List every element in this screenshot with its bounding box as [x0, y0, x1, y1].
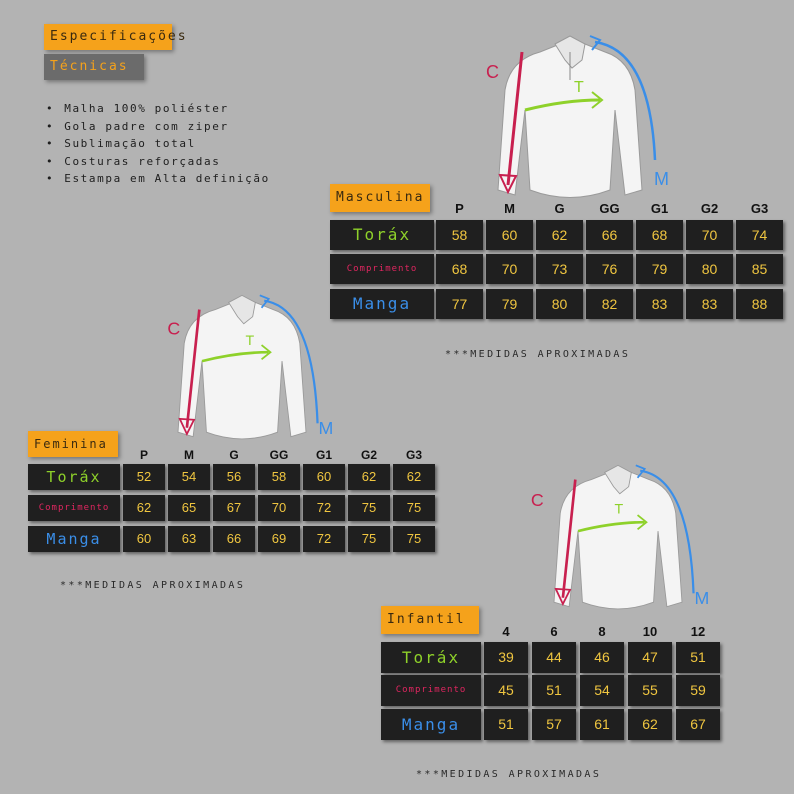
size-header: G3 — [750, 201, 769, 216]
value-cell: 58 — [436, 220, 483, 250]
size-header: G1 — [650, 201, 669, 216]
value-cell: 68 — [636, 220, 683, 250]
value-cell: 52 — [123, 464, 165, 490]
row-label-manga: Manga — [28, 526, 120, 552]
value-cell: 51 — [676, 642, 720, 673]
size-header: 8 — [598, 624, 606, 639]
value-cell: 51 — [484, 709, 528, 740]
size-header: G3 — [405, 448, 422, 462]
value-cell: 85 — [736, 254, 783, 284]
value-cell: 62 — [348, 464, 390, 490]
size-header: GG — [599, 201, 620, 216]
value-cell: 51 — [532, 675, 576, 706]
label-t: T — [614, 501, 624, 518]
row-label-comprimento: Comprimento — [381, 675, 481, 706]
size-header: M — [184, 448, 194, 462]
value-cell: 82 — [586, 289, 633, 319]
row-label-torax: Toráx — [330, 220, 434, 250]
row-label-manga: Manga — [381, 709, 481, 740]
value-cell: 79 — [636, 254, 683, 284]
value-cell: 60 — [123, 526, 165, 552]
row-label-torax: Toráx — [28, 464, 120, 490]
value-cell: 74 — [736, 220, 783, 250]
value-cell: 73 — [536, 254, 583, 284]
size-header: GG — [269, 448, 289, 462]
label-c: C — [486, 62, 499, 82]
value-cell: 75 — [393, 526, 435, 552]
value-cell: 70 — [258, 495, 300, 521]
value-cell: 77 — [436, 289, 483, 319]
value-cell: 83 — [686, 289, 733, 319]
value-cell: 69 — [258, 526, 300, 552]
size-header: G1 — [315, 448, 332, 462]
value-cell: 80 — [536, 289, 583, 319]
value-cell: 67 — [676, 709, 720, 740]
specs-item: • Gola padre com ziper — [46, 118, 270, 136]
value-cell: 66 — [586, 220, 633, 250]
infantil-title: Infantil — [381, 606, 479, 634]
specs-title-line1: Especificações — [50, 29, 188, 44]
shirt-feminina-illustration — [152, 290, 332, 450]
value-cell: 63 — [168, 526, 210, 552]
feminina-title: Feminina — [28, 431, 118, 457]
note-infantil: ***MEDIDAS APROXIMADAS — [416, 769, 602, 780]
specs-item: • Malha 100% poliéster — [46, 100, 270, 118]
shirt-shape — [554, 465, 682, 609]
size-header: G2 — [360, 448, 377, 462]
specs-title-bar — [44, 24, 188, 50]
label-m: M — [654, 169, 669, 189]
value-cell: 83 — [636, 289, 683, 319]
value-cell: 58 — [258, 464, 300, 490]
shirt-masculina-illustration — [470, 30, 670, 210]
value-cell: 88 — [736, 289, 783, 319]
shirt-shape — [178, 295, 306, 439]
value-cell: 61 — [580, 709, 624, 740]
size-header: 6 — [550, 624, 558, 639]
size-header: G — [229, 448, 239, 462]
specs-title-line2: Técnicas — [50, 59, 129, 74]
label-c: C — [530, 490, 544, 511]
shirt-infantil-illustration — [528, 460, 708, 620]
specs-list — [46, 100, 270, 188]
value-cell: 72 — [303, 495, 345, 521]
size-header: G2 — [700, 201, 719, 216]
value-cell: 62 — [628, 709, 672, 740]
value-cell: 56 — [213, 464, 255, 490]
value-cell: 44 — [532, 642, 576, 673]
specs-item: • Estampa em Alta definição — [46, 170, 270, 188]
value-cell: 54 — [580, 675, 624, 706]
label-m: M — [694, 588, 710, 608]
value-cell: 45 — [484, 675, 528, 706]
value-cell: 68 — [436, 254, 483, 284]
value-cell: 62 — [393, 464, 435, 490]
value-cell: 72 — [303, 526, 345, 552]
label-t: T — [574, 79, 584, 96]
label-c: C — [167, 318, 181, 339]
size-header: 4 — [502, 624, 510, 639]
value-cell: 67 — [213, 495, 255, 521]
row-label-torax: Toráx — [381, 642, 481, 673]
size-header: P — [139, 448, 148, 462]
specs-item: • Sublimação total — [46, 135, 270, 153]
value-cell: 75 — [348, 526, 390, 552]
value-cell: 62 — [536, 220, 583, 250]
masculina-title: Masculina — [330, 184, 430, 212]
value-cell: 62 — [123, 495, 165, 521]
value-cell: 46 — [580, 642, 624, 673]
value-cell: 75 — [348, 495, 390, 521]
note-masculina: ***MEDIDAS APROXIMADAS — [445, 349, 631, 360]
size-header: P — [455, 201, 464, 216]
value-cell: 70 — [686, 220, 733, 250]
shirt-shape — [498, 36, 642, 198]
value-cell: 65 — [168, 495, 210, 521]
note-feminina: ***MEDIDAS APROXIMADAS — [60, 580, 246, 591]
specs-item: • Costuras reforçadas — [46, 153, 270, 171]
value-cell: 66 — [213, 526, 255, 552]
value-cell: 60 — [303, 464, 345, 490]
value-cell: 76 — [586, 254, 633, 284]
value-cell: 39 — [484, 642, 528, 673]
row-label-manga: Manga — [330, 289, 434, 319]
value-cell: 47 — [628, 642, 672, 673]
value-cell: 70 — [486, 254, 533, 284]
size-header: G — [554, 201, 565, 216]
value-cell: 75 — [393, 495, 435, 521]
size-header: 10 — [642, 624, 658, 639]
size-header: 12 — [690, 624, 706, 639]
value-cell: 55 — [628, 675, 672, 706]
row-label-comprimento: Comprimento — [28, 495, 120, 521]
label-t: T — [245, 333, 255, 350]
value-cell: 79 — [486, 289, 533, 319]
label-m: M — [318, 418, 334, 438]
value-cell: 54 — [168, 464, 210, 490]
value-cell: 59 — [676, 675, 720, 706]
value-cell: 57 — [532, 709, 576, 740]
value-cell: 60 — [486, 220, 533, 250]
row-label-comprimento: Comprimento — [330, 254, 434, 284]
value-cell: 80 — [686, 254, 733, 284]
size-header: M — [504, 201, 515, 216]
specs-subtitle-bar — [44, 54, 144, 80]
